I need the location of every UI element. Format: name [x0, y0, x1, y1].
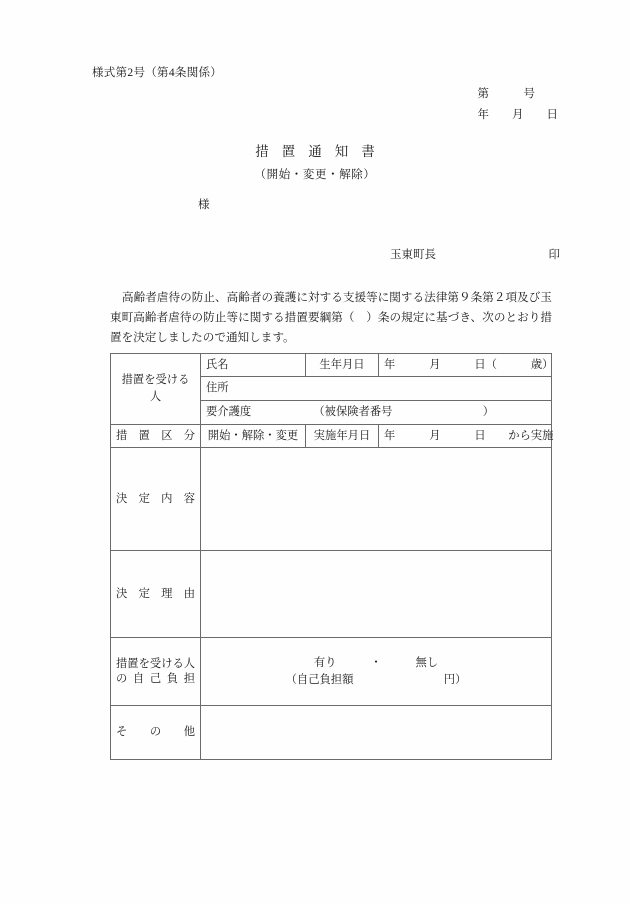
- issuer-block: [390, 246, 560, 262]
- dob-value-field[interactable]: [379, 354, 552, 377]
- address-label[interactable]: 住所: [201, 377, 552, 401]
- self-payment-label-cell: [111, 638, 201, 706]
- self-payment-amount: （自己負担額 円）: [285, 673, 467, 686]
- dob-label: 生年月日: [306, 354, 379, 377]
- table-row-self-payment: [111, 638, 552, 706]
- table-row-category: [111, 425, 552, 448]
- addressee-honorific: 様: [198, 199, 210, 211]
- decision-reason-label: 決定理由: [116, 587, 195, 600]
- self-payment-value-cell[interactable]: [201, 638, 552, 706]
- implementation-date-field[interactable]: [379, 425, 552, 448]
- name-label: 氏名: [201, 354, 306, 377]
- document-number-date-block: [478, 84, 559, 126]
- decision-content-label: 決定内容: [116, 492, 195, 505]
- self-payment-label: [116, 657, 195, 687]
- insured-number-label: （被保険者番号 ）: [319, 406, 495, 418]
- table-row-name: [111, 354, 552, 377]
- decision-reason-label-cell: [111, 551, 201, 638]
- table-row-decision-reason: [111, 551, 552, 638]
- document-date: 年 月 日: [477, 109, 558, 121]
- issuer-name: 玉東町長: [390, 249, 436, 261]
- other-label-cell: [111, 706, 201, 760]
- care-level-text: 要介護度: [206, 406, 252, 418]
- form-code: 様式第2号（第4条関係）: [92, 67, 223, 79]
- other-value[interactable]: [201, 706, 552, 760]
- decision-content-value[interactable]: [201, 448, 552, 551]
- page-title: 措置通知書: [255, 144, 388, 159]
- measure-notice-table: [110, 353, 552, 760]
- implementation-date-label: 実施年月日: [306, 425, 379, 448]
- self-payment-label-line1: 措置を受ける人: [116, 657, 196, 670]
- category-label-cell: [111, 425, 201, 448]
- care-level-cell[interactable]: [201, 401, 552, 425]
- decision-reason-value[interactable]: [201, 551, 552, 638]
- implementation-date-value: 年 月 日 から実施: [384, 429, 554, 442]
- document-number: 第 号: [477, 88, 535, 100]
- self-payment-choice: 有り ・ 無し: [313, 656, 439, 669]
- recipient-label: 措置を受ける人: [111, 354, 201, 425]
- dob-value: 年 月 日（ 歳）: [384, 358, 554, 371]
- table-row-decision-content: [111, 448, 552, 551]
- page-subtitle: （開始・変更・解除）: [254, 169, 376, 181]
- decision-content-label-cell: [111, 448, 201, 551]
- other-label: その他: [116, 726, 195, 738]
- self-payment-label-line2: の自己負担: [116, 672, 195, 685]
- body-paragraph: 高齢者虐待の防止、高齢者の養護に対する支援等に関する法律第９条第２項及び玉東町高齢者虐待の防止等に関する措置要綱第（ ）条の規定に基づき、次のとおり措置を決定しましたので通知します。: [110, 291, 552, 344]
- title-block: [0, 140, 630, 182]
- table-row-other: [111, 706, 552, 760]
- category-options[interactable]: 開始・解除・変更: [201, 425, 306, 448]
- issuer-seal-mark: 印: [548, 249, 560, 261]
- category-label: 措置区分: [116, 429, 195, 442]
- care-level-label: [206, 404, 546, 421]
